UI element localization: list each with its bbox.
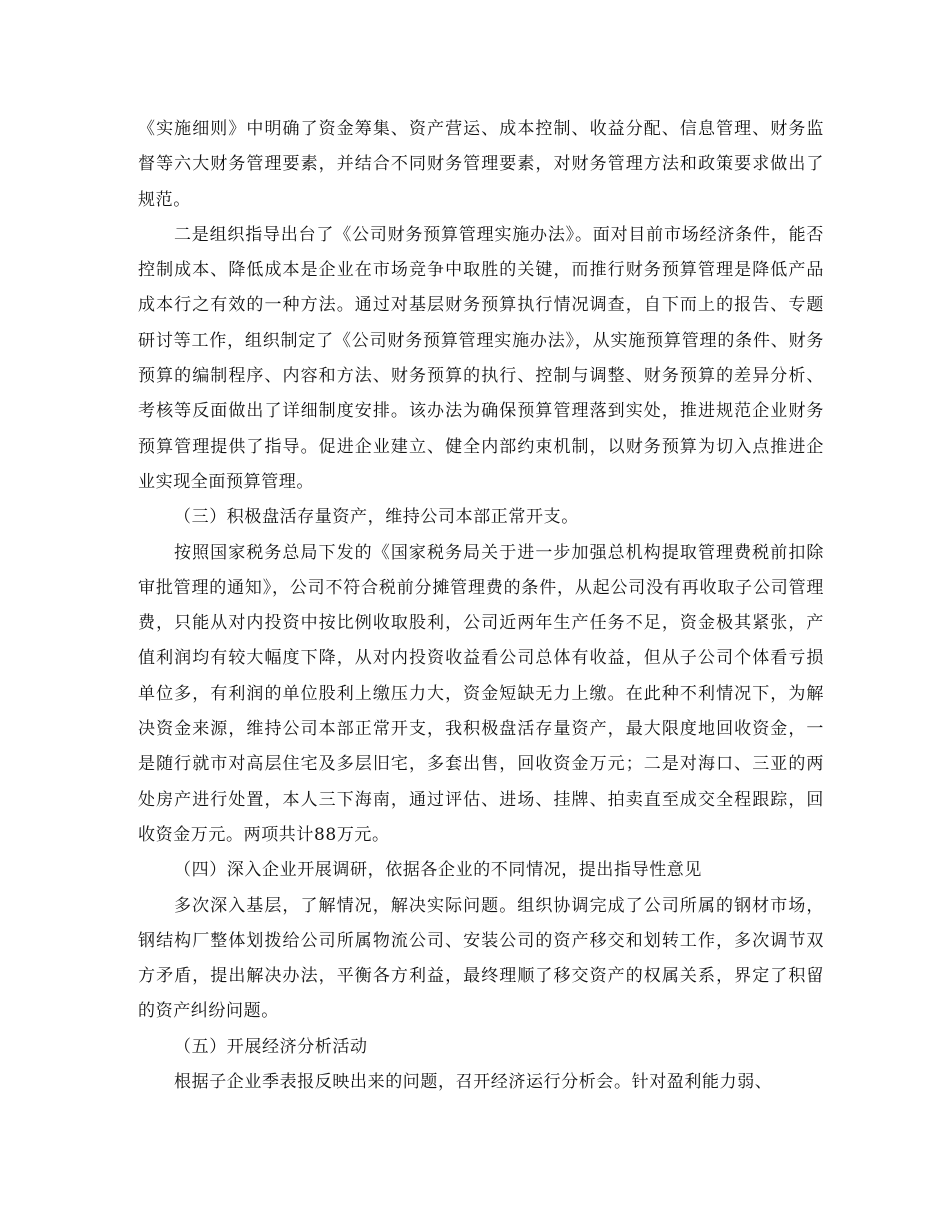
section-heading-3: （三）积极盘活存量资产，维持公司本部正常开支。: [174, 507, 579, 528]
paragraph-economic-analysis: 根据子企业季表报反映出来的问题，召开经济运行分析会。针对盈利能力弱、: [174, 1072, 773, 1093]
paragraph-budget-measures: 二是组织指导出台了《公司财务预算管理实施办法》。面对目前市场经济条件，能否控制成本、降低成本是企业在市场竞争中取胜的关键，而推行财务预算管理是降低产品成本行之有效的一种方法。通过对基层财务预算执行情况调查，自下而上的报告、专题研讨等工作，组织制定了《公司财务预算管理实施办法》，从实施预算管理的条件、财务预算的编制程序、内容和方法、财务预算的执行、控制与调整、财务预算的差异分析、考核等反面做出了详细制度安排。该办法为确保预算管理落到实处，推进规范企业财务预算管理提供了指导。促进企业建立、健全内部约束机制，以财务预算为切入点推进企业实现全面预算管理。: [138, 224, 824, 492]
document-body: [138, 112, 824, 1100]
section-heading-4: （四）深入企业开展调研，依据各企业的不同情况，提出指导性意见: [174, 860, 702, 881]
paragraph-field-research: 多次深入基层，了解情况，解决实际问题。组织协调完成了公司所属的钢材市场，钢结构厂整体划拨给公司所属物流公司、安装公司的资产移交和划转工作，多次调节双方矛盾，提出解决办法，平衡各方利益，最终理顺了移交资产的权属关系，界定了积留的资产纠纷问题。: [138, 895, 824, 1022]
section-heading-5: （五）开展经济分析活动: [174, 1036, 368, 1057]
paragraph-continuation: 《实施细则》中明确了资金筹集、资产营运、成本控制、收益分配、信息管理、财务监督等六大财务管理要素，并结合不同财务管理要素，对财务管理方法和政策要求做出了规范。: [138, 119, 824, 210]
paragraph-asset-revitalization: 按照国家税务总局下发的《国家税务局关于进一步加强总机构提取管理费税前扣除审批管理的通知》，公司不符合税前分摊管理费的条件，从起公司没有再收取子公司管理费，只能从对内投资中按比例收取股利，公司近两年生产任务不足，资金极其紧张，产值利润均有较大幅度下降，从对内投资收益看公司总体有收益，但从子公司个体看亏损单位多，有利润的单位股利上缴压力大，资金短缺无力上缴。在此种不利情况下，为解决资金来源，维持公司本部正常开支，我积极盘活存量资产，最大限度地回收资金，一是随行就市对高层住宅及多层旧宅，多套出售，回收资金万元；二是对海口、三亚的两处房产进行处置，本人三下海南，通过评估、进场、挂牌、拍卖直至成交全程跟踪，回收资金万元。两项共计88万元。: [138, 542, 824, 845]
